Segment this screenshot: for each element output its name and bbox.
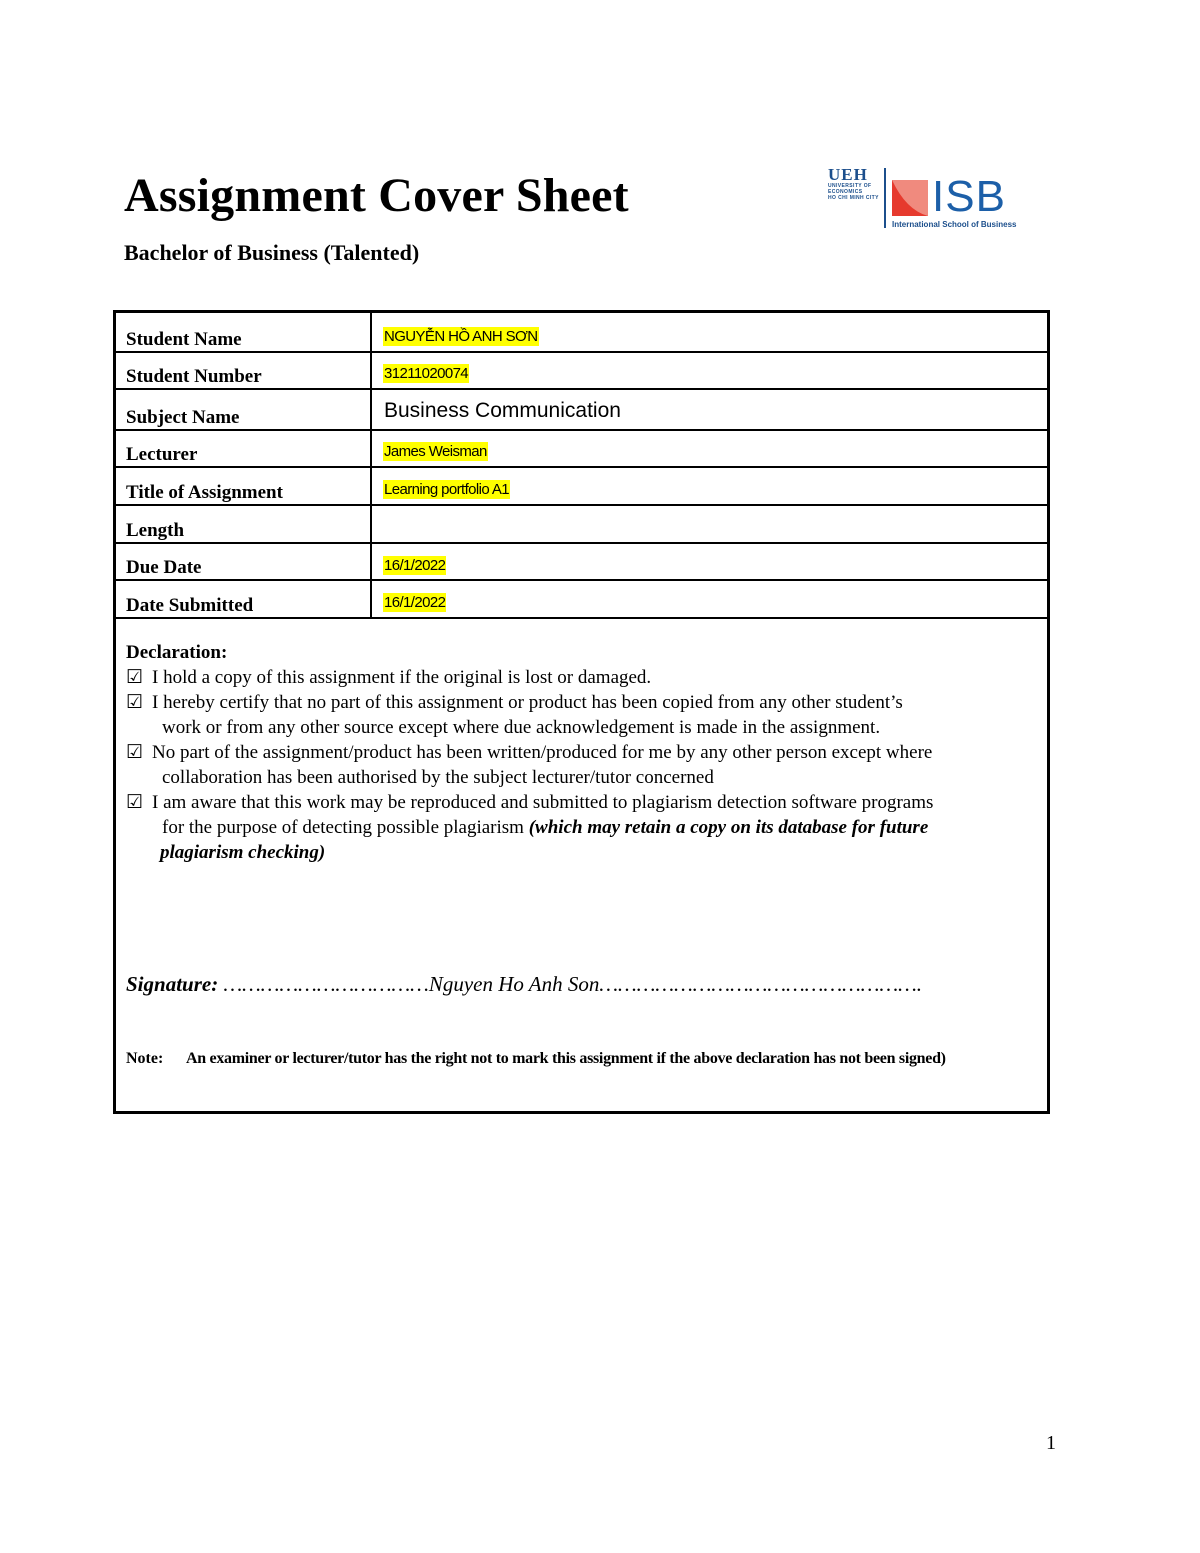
student-name-value[interactable]: NGUYỄN HỒ ANH SƠN bbox=[384, 328, 538, 345]
checked-checkbox-icon[interactable]: ☑ bbox=[126, 792, 144, 813]
declaration-item bbox=[126, 790, 1041, 865]
signature-line bbox=[126, 971, 1041, 997]
column-divider bbox=[370, 431, 372, 466]
due-date-value[interactable]: 16/1/2022 bbox=[384, 557, 446, 574]
note bbox=[126, 1048, 1031, 1070]
declaration-text: I hereby certify that no part of this assignment or product has been copied from any other student’s bbox=[152, 692, 903, 713]
form-row-title-of-assignment bbox=[116, 468, 1047, 506]
signature-name[interactable]: Nguyen Ho Anh Son bbox=[428, 972, 600, 996]
note-text: An examiner or lecturer/tutor has the right not to mark this assignment if the above declaration has not been signed) bbox=[186, 1050, 946, 1067]
form-label: Length bbox=[126, 520, 185, 541]
isb-caption: International School of Business bbox=[892, 220, 1017, 229]
ueh-wordmark: UEH bbox=[828, 165, 868, 184]
ueh-logo bbox=[828, 166, 882, 201]
column-divider bbox=[370, 544, 372, 579]
signature-dots: …………………………… bbox=[223, 972, 429, 996]
signature-label: Signature: bbox=[126, 972, 219, 996]
form-label: Date Submitted bbox=[126, 595, 254, 616]
logo-divider bbox=[884, 168, 886, 228]
signature-dots: ……………………………………………. bbox=[599, 972, 923, 996]
declaration-text: I hold a copy of this assignment if the original is lost or damaged. bbox=[152, 667, 652, 688]
date-submitted-value[interactable]: 16/1/2022 bbox=[384, 594, 446, 611]
declaration-heading: Declaration: bbox=[126, 642, 228, 663]
assignment-title-value[interactable]: Learning portfolio A1 bbox=[384, 481, 510, 498]
checked-checkbox-icon[interactable]: ☑ bbox=[126, 692, 144, 713]
cover-form bbox=[113, 310, 1050, 1114]
form-label: Lecturer bbox=[126, 444, 198, 465]
column-divider bbox=[370, 313, 372, 351]
declaration-text-cont: collaboration has been authorised by the subject lecturer/tutor concerned bbox=[162, 767, 714, 788]
checked-checkbox-icon[interactable]: ☑ bbox=[126, 742, 144, 763]
declaration-text-cont bbox=[152, 815, 1041, 840]
ueh-subline-3: HO CHI MINH CITY bbox=[828, 195, 879, 201]
lecturer-value[interactable]: James Weisman bbox=[384, 443, 487, 460]
declaration-text-cont: work or from any other source except where due acknowledgement is made in the assignment. bbox=[162, 717, 881, 738]
page-subtitle: Bachelor of Business (Talented) bbox=[124, 240, 420, 265]
note-label: Note: bbox=[126, 1050, 164, 1067]
form-row-due-date bbox=[116, 544, 1047, 581]
isb-wordmark: ISB bbox=[932, 172, 1006, 221]
page-title: Assignment Cover Sheet bbox=[124, 169, 629, 222]
column-divider bbox=[370, 390, 372, 429]
declaration-text-emphasis-cont: plagiarism checking) bbox=[160, 842, 326, 863]
subject-name-value[interactable]: Business Communication bbox=[384, 399, 621, 422]
checked-checkbox-icon[interactable]: ☑ bbox=[126, 667, 144, 688]
form-row-student-number bbox=[116, 353, 1047, 390]
form-label: Student Number bbox=[126, 366, 262, 387]
form-label: Student Name bbox=[126, 329, 242, 350]
declaration-item bbox=[126, 740, 1041, 790]
declaration-text: No part of the assignment/product has been written/produced for me by any other person except where bbox=[152, 742, 933, 763]
form-row-length bbox=[116, 506, 1047, 544]
form-row-subject-name bbox=[116, 390, 1047, 431]
ueh-subline-2: ECONOMICS bbox=[828, 189, 863, 195]
column-divider bbox=[370, 506, 372, 542]
declaration-text-emphasis: (which may retain a copy on its database for future bbox=[528, 817, 929, 838]
column-divider bbox=[370, 353, 372, 388]
form-label: Title of Assignment bbox=[126, 482, 283, 503]
form-label: Due Date bbox=[126, 557, 202, 578]
column-divider bbox=[370, 581, 372, 617]
declaration-item bbox=[126, 690, 1041, 740]
declaration-text: I am aware that this work may be reproduced and submitted to plagiarism detection software programs bbox=[152, 792, 934, 813]
form-label: Subject Name bbox=[126, 407, 240, 428]
ueh-subline-1: UNIVERSITY OF bbox=[828, 183, 872, 189]
declaration-text-plain: for the purpose of detecting possible plagiarism bbox=[162, 817, 529, 838]
student-number-value[interactable]: 31211020074 bbox=[384, 365, 469, 382]
ueh-isb-logo bbox=[828, 166, 1032, 232]
isb-mark-icon bbox=[892, 180, 936, 216]
form-row-lecturer bbox=[116, 431, 1047, 468]
column-divider bbox=[370, 468, 372, 504]
declaration-item bbox=[126, 665, 1041, 690]
form-row-date-submitted bbox=[116, 581, 1047, 619]
form-row-student-name bbox=[116, 313, 1047, 353]
page-number: 1 bbox=[1046, 1432, 1056, 1454]
declaration bbox=[126, 640, 1041, 865]
